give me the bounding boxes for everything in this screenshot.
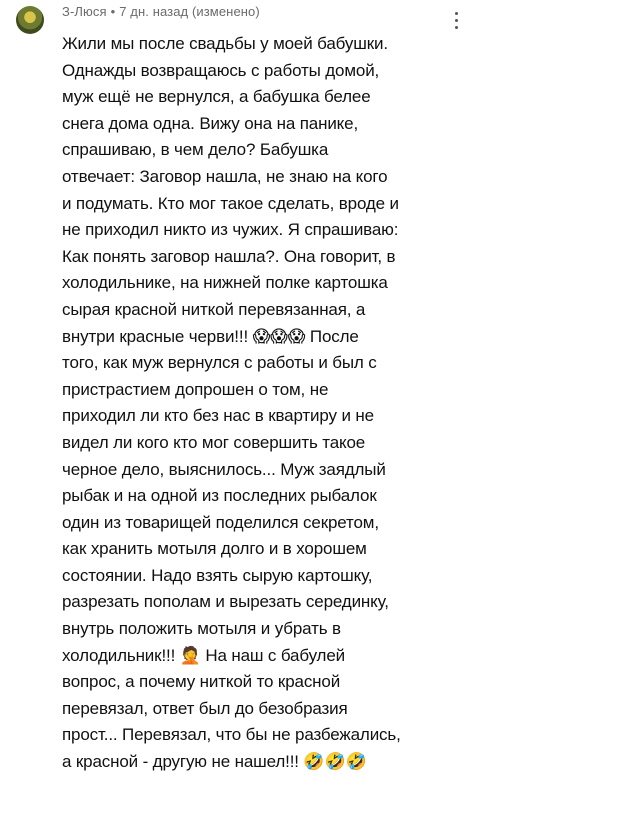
comment-time: 7 дн. назад (изменено) — [119, 4, 260, 19]
avatar[interactable] — [16, 6, 44, 34]
comment-text: Жили мы после свадьбы у моей бабушки. Однажды возвращаюсь с работы домой, муж ещё не вернулся, а бабушка белее снега дома одна. Вижу она на панике, спрашиваю, в чем дело? Бабушка отвечает: Заговор нашла, не знаю на кого и подумать. Кто мог такое сделать, вроде и не приходил никто из чужих. Я спрашиваю: Как понять заговор нашла?. Она говорит, в холодильнике, на нижней полке картошка сырая красной ниткой перевязанная, а внутри красные черви!!! 😱😱😱 После того, как муж вернулся с работы и был с пристрастием допрошен о том, не приходил ли кто без нас в квартиру и не видел ли кого кто мог совершить такое черное дело, выяснилось... Муж заядлый рыбак и на одной из последних рыбалок один из товарищей поделился секретом, как хранить мотыля долго и в хорошем состоянии. Надо взять сырую картошку, разрезать пополам и вырезать серединку, внутрь положить мотыля и убрать в холодильник!!! 🤦 На наш с бабулей вопрос, а почему ниткой то красной перевязал, ответ был до безобразия прост... Перевязал, что бы не разбежались, а красной - другую не нашел!!! 🤣🤣🤣 — [62, 34, 401, 772]
author-name[interactable]: З-Люся — [62, 4, 107, 19]
meta-separator: • — [110, 4, 116, 19]
comment-meta — [62, 4, 260, 19]
more-vertical-icon[interactable] — [452, 10, 462, 32]
